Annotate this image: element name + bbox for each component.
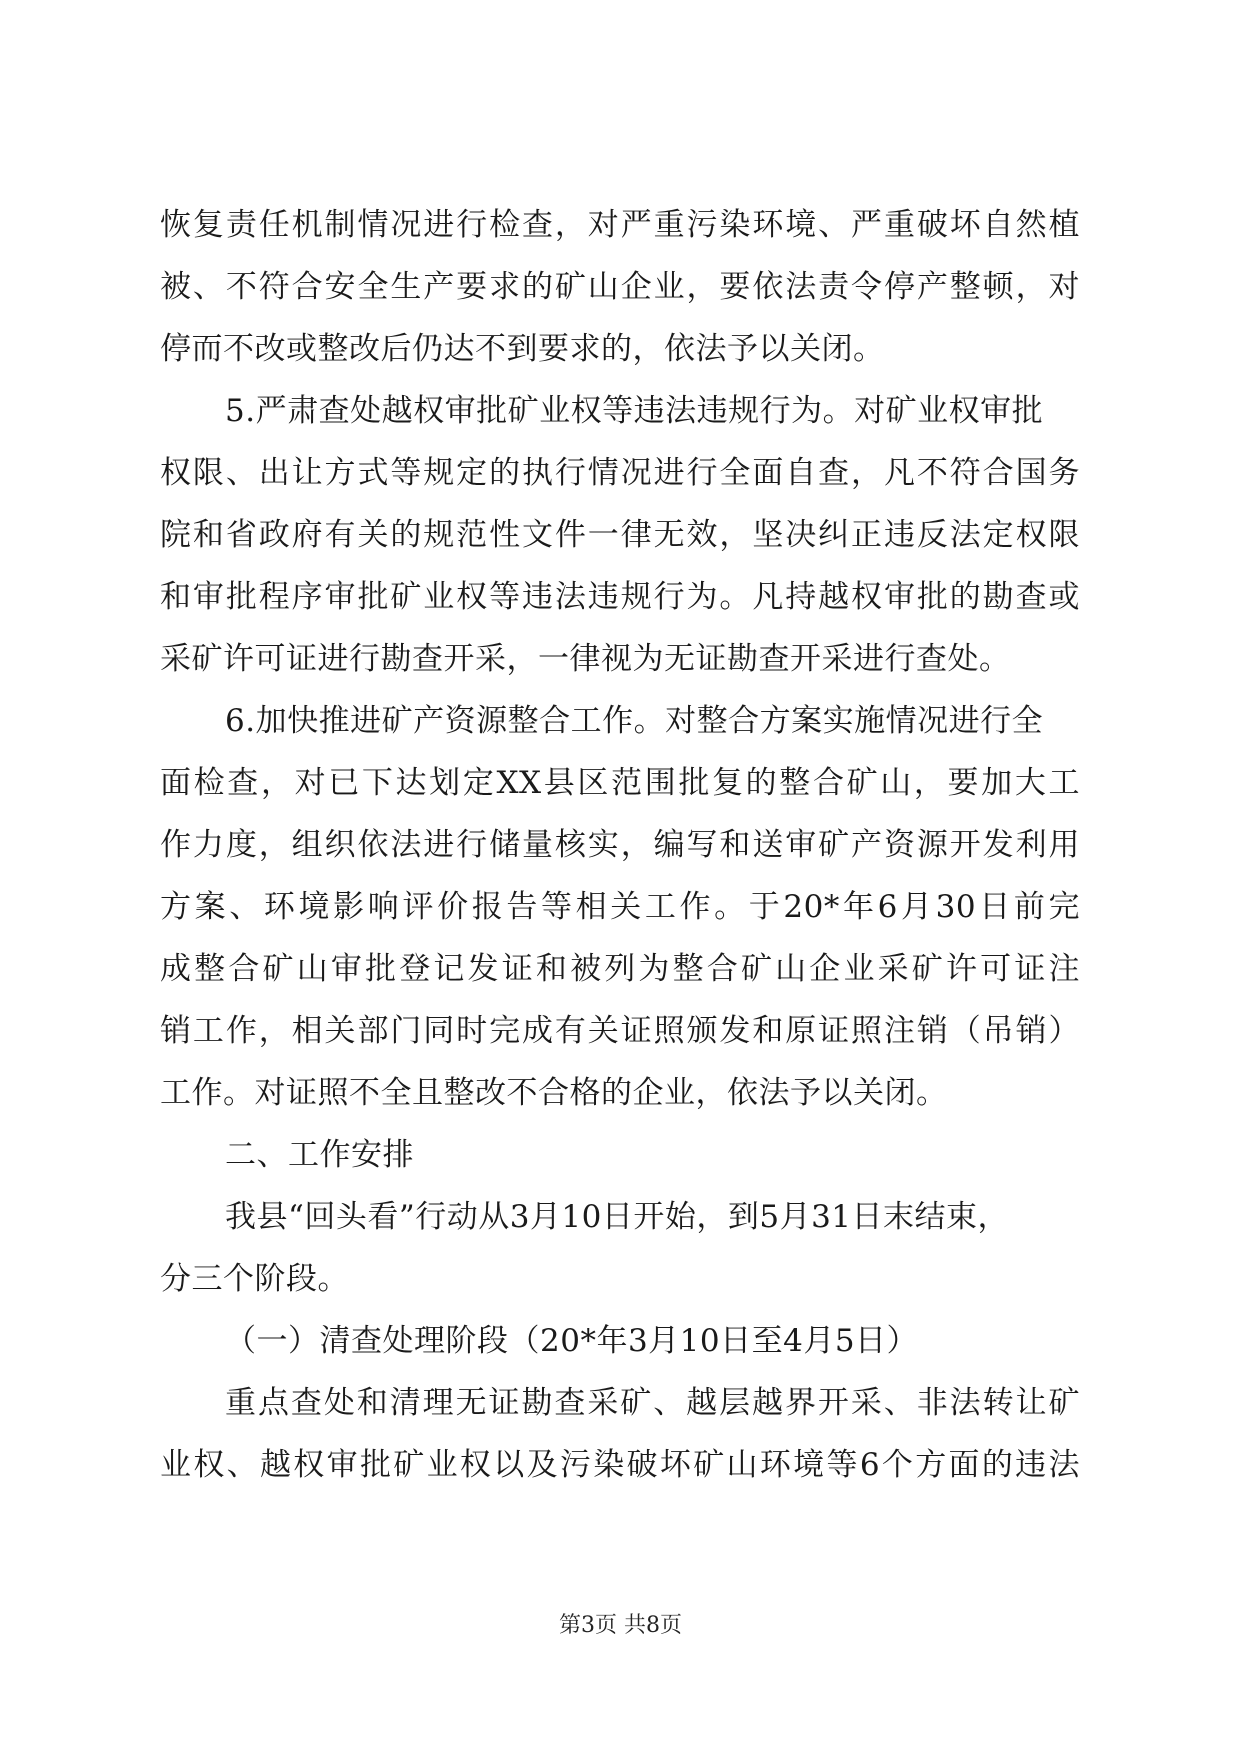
body-text-line: 采矿许可证进行勘查开采，一律视为无证勘查开采进行查处。: [160, 641, 1011, 677]
body-text-line: 作力度，组织依法进行储量核实，编写和送审矿产资源开发利用: [160, 827, 1080, 863]
body-text-line: 和审批程序审批矿业权等违法违规行为。凡持越权审批的勘查或: [160, 579, 1080, 615]
body-text-line: 权限、出让方式等规定的执行情况进行全面自查，凡不符合国务: [160, 455, 1080, 491]
body-text-line: 分三个阶段。: [160, 1261, 349, 1297]
body-text-line: 停而不改或整改后仍达不到要求的，依法予以关闭。: [160, 331, 885, 367]
body-text-line: 院和省政府有关的规范性文件一律无效，坚决纠正违反法定权限: [160, 517, 1080, 553]
page-number-footer: 第3页 共8页: [559, 1613, 682, 1638]
paragraph-start-line: 我县“回头看”行动从3月10日开始，到5月31日末结束，: [225, 1199, 1010, 1235]
body-text-line: 面检查，对已下达划定XX县区范围批复的整合矿山，要加大工: [160, 765, 1080, 801]
body-text-line: 工作。对证照不全且整改不合格的企业，依法予以关闭。: [160, 1075, 948, 1111]
body-text-line: 恢复责任机制情况进行检查，对严重污染环境、严重破坏自然植: [160, 207, 1080, 243]
paragraph-start-line: 5.严肃查处越权审批矿业权等违法违规行为。对矿业权审批: [225, 393, 1044, 429]
body-text-line: 成整合矿山审批登记发证和被列为整合矿山企业采矿许可证注: [160, 951, 1080, 987]
section-heading: 二、工作安排: [225, 1137, 414, 1173]
paragraph-start-line: 6.加快推进矿产资源整合工作。对整合方案实施情况进行全: [225, 703, 1044, 739]
body-text-line: 被、不符合安全生产要求的矿山企业，要依法责令停产整顿，对: [160, 269, 1080, 305]
body-text-line: 业权、越权审批矿业权以及污染破坏矿山环境等6个方面的违法: [160, 1447, 1080, 1483]
subsection-heading: （一）清查处理阶段（20*年3月10日至4月5日）: [225, 1323, 919, 1359]
paragraph-start-line: 重点查处和清理无证勘查采矿、越层越界开采、非法转让矿: [225, 1385, 1080, 1421]
body-text-line: 方案、环境影响评价报告等相关工作。于20*年6月30日前完: [160, 889, 1080, 925]
body-text-line: 销工作，相关部门同时完成有关证照颁发和原证照注销（吊销）: [160, 1013, 1080, 1049]
